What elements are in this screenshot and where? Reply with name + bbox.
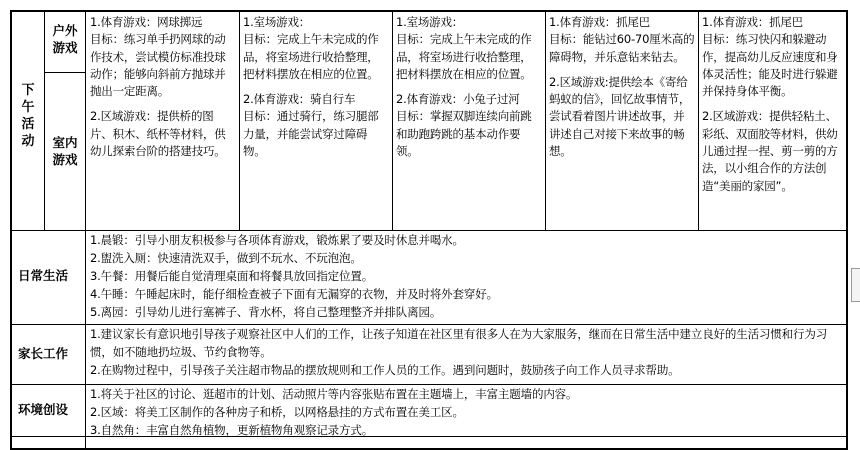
column-line: 2.区域游戏:提供绘本《寄给蚂蚁的信》，回忆故事情节，尝试看着图片讲述故事，并讲述自己对接下来故事的畅想。 — [549, 74, 691, 159]
column-line: 目标：完成上午未完成的作品，将室场进行收拾整理，把材料摆放在相应的位置。 — [243, 32, 379, 81]
column-line: 目标：能钻过60-70厘米高的障碍物，并乐意钻来钻去。 — [549, 32, 695, 64]
environment-line: 3.自然角：丰富自然角植物，更新植物角观察记录方式。 — [90, 423, 374, 437]
afternoon-column-1 — [90, 14, 236, 228]
daily-line: 2.盥洗入厕：快速清洗双手，做到不玩水、不玩泡泡。 — [90, 251, 362, 265]
grid-line — [85, 230, 86, 450]
afternoon-column-4 — [549, 14, 695, 228]
grid-line — [698, 12, 699, 230]
column-line: 目标：完成上午未完成的作品，将室场进行收拾整理，把材料摆放在相应的位置。 — [396, 32, 532, 81]
environment-line: 2.区域：将美工区制作的各种房子和桥，以网格悬挂的方式布置在美工区。 — [90, 405, 464, 419]
indoor-games-label: 室内游戏 — [52, 135, 78, 167]
side-scroll-handle[interactable] — [851, 268, 860, 302]
column-line: 目标：练习单手扔网球的动作技术，尝试模仿标准投球动作；能够向斜前方抛球并抛出一定距离。 — [90, 32, 226, 99]
daily-line: 3.午餐：用餐后能自觉清理桌面和将餐具放回指定位置。 — [90, 269, 374, 283]
column-line: 1.室场游戏： — [243, 15, 311, 29]
daily-life-label: 日常生活 — [18, 268, 69, 283]
column-line: 1.体育游戏：抓尾巴 — [702, 15, 803, 29]
column-line: 1.体育游戏：抓尾巴 — [549, 15, 650, 29]
daily-line: 5.离园：引导幼儿进行塞裤子、背水杯，将自己整理整齐并排队离园。 — [90, 305, 442, 319]
grid-line — [545, 12, 546, 230]
outdoor-games-label: 户外游戏 — [52, 23, 78, 55]
column-line: 1.室场游戏： — [396, 15, 464, 29]
grid-line — [239, 12, 240, 230]
column-line: 2.体育游戏：骑自行车 — [243, 92, 356, 107]
parents-line: 2.在购物过程中，引导孩子关注超市物品的摆放规则和工作人员的工作。遇到问题时，鼓励孩子向工作人员寻求帮助。 — [90, 363, 680, 377]
afternoon-label: 下午活动 — [21, 83, 35, 149]
environment-label: 环境创设 — [18, 402, 69, 417]
grid-line — [44, 72, 85, 73]
weekly-plan-table — [10, 10, 848, 450]
grid-line — [44, 12, 45, 230]
parents-work-content — [90, 325, 846, 379]
column-line: 2.体育游戏：小兔子过河 — [396, 92, 520, 107]
column-line: 目标：掌握双脚连续向前跳和助跑跨跳的基本动作要领。 — [396, 109, 532, 159]
daily-line: 1.晨锻：引导小朋友积极参与各项体育游戏，锻炼累了要及时休息并喝水。 — [90, 233, 464, 247]
daily-life-content — [90, 231, 846, 321]
column-line: 2.区域游戏：提供桥的图片、积木、纸杯等材料，供幼儿探索台阶的搭建技巧。 — [90, 109, 226, 159]
column-line: 目标：通过骑行，练习腿部力量，并能尝试穿过障碍物。 — [243, 109, 379, 159]
afternoon-column-5 — [702, 14, 846, 228]
parents-line: 1.建议家长有意识地引导孩子观察社区中人们的工作，让孩子知道在社区里有很多人在为大家服务，继而在日常生活中建立良好的生活习惯和行为习惯，如不随地扔垃圾、节约食物等。 — [90, 327, 828, 359]
afternoon-column-2 — [243, 14, 389, 228]
column-line: 2.区域游戏：提供轻粘土、彩纸、双面胶等材料，供幼儿通过捏一捏、剪一剪的方法，以小组合作的方法创造“美丽的家园”。 — [702, 109, 838, 193]
parents-work-label: 家长工作 — [18, 346, 69, 361]
column-line: 目标：练习快闪和躲避动作，提高幼儿反应速度和身体灵活性；能及时进行躲避并保持身体平衡。 — [702, 32, 838, 99]
daily-line: 4.午睡：午睡起床时，能仔细检查被子下面有无漏穿的衣物，并及时将外套穿好。 — [90, 287, 498, 301]
environment-content — [90, 385, 846, 439]
afternoon-column-3 — [396, 14, 542, 228]
column-line: 1.体育游戏：网球掷远 — [90, 15, 203, 29]
grid-line — [392, 12, 393, 230]
environment-line: 1.将关于社区的讨论、逛超市的计划、活动照片等内容张贴布置在主题墙上，丰富主题墙的内容。 — [90, 387, 578, 401]
grid-line — [85, 12, 86, 230]
